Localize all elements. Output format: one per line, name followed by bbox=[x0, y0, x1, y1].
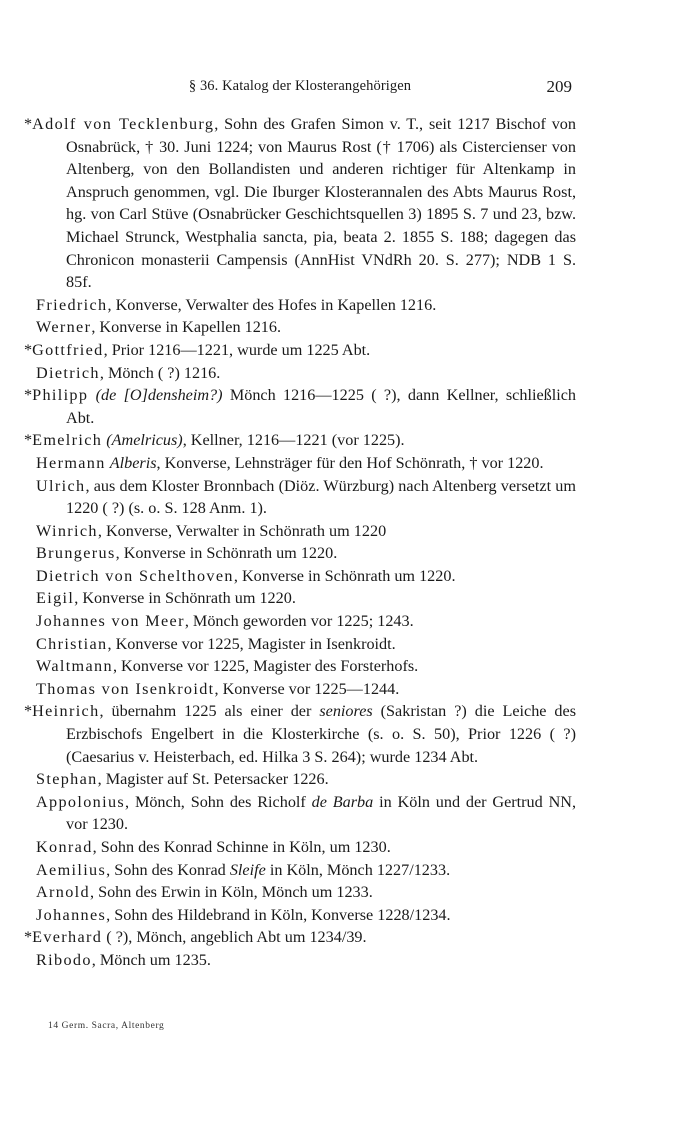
catalog-entry bbox=[24, 384, 576, 429]
italic-term: (de [O]densheim?) bbox=[95, 386, 223, 405]
running-title: § 36. Katalog der Klosterangehörigen bbox=[188, 78, 412, 94]
catalog-entry bbox=[24, 700, 576, 768]
catalog-entry bbox=[24, 678, 576, 701]
catalog-entry bbox=[24, 475, 576, 520]
catalog-entry bbox=[24, 316, 576, 339]
entry-text: , Magister auf St. Petersacker 1226. bbox=[97, 770, 329, 789]
person-name: Arnold bbox=[36, 883, 90, 902]
person-name: Ribodo bbox=[36, 950, 92, 969]
person-name: Konrad bbox=[36, 838, 93, 856]
italic-term: seniores bbox=[319, 702, 373, 721]
catalog-entry bbox=[24, 768, 576, 791]
page-number: 209 bbox=[546, 77, 572, 96]
abbot-asterisk: * bbox=[24, 340, 33, 359]
entry-text: ( ?), Mönch, angeblich Abt um 1234/39. bbox=[102, 928, 367, 947]
catalog-entry bbox=[24, 113, 576, 294]
entry-text: , Konverse in Kapellen 1216. bbox=[91, 318, 282, 337]
entry-text: , Sohn des Konrad Schinne in Köln, um 1230. bbox=[92, 838, 391, 856]
catalog-entry bbox=[24, 294, 576, 317]
catalog-entry bbox=[24, 949, 576, 972]
catalog-entry bbox=[24, 452, 576, 475]
entry-text: , Konverse in Schönrath um 1220. bbox=[74, 589, 296, 608]
person-name: Dietrich von Schelthoven bbox=[36, 566, 234, 585]
italic-term: Alberis bbox=[109, 453, 157, 472]
entry-text: , Konverse vor 1225, Magister in Isenkroidt. bbox=[107, 634, 396, 653]
person-name: Waltmann bbox=[36, 657, 113, 676]
running-head bbox=[0, 78, 700, 100]
printer-signature: 14 Germ. Sacra, Altenberg bbox=[48, 1021, 165, 1031]
entry-text: , Konverse, Verwalter in Schönrath um 1220 bbox=[97, 521, 387, 540]
catalog-entry bbox=[24, 791, 576, 836]
abbot-asterisk: * bbox=[24, 928, 33, 947]
catalog-entry bbox=[24, 362, 576, 385]
entry-text: , Prior 1216—1221, wurde um 1225 Abt. bbox=[103, 340, 371, 359]
entry-text: , Konverse in Schönrath um 1220. bbox=[233, 566, 456, 585]
abbot-asterisk: * bbox=[24, 431, 33, 450]
abbot-asterisk: * bbox=[24, 386, 33, 405]
person-name: Christian bbox=[36, 634, 108, 653]
entry-text: , Sohn des Hildebrand in Köln, Konverse 1228/1234. bbox=[106, 905, 451, 924]
entry-text: , Mönch ( ?) 1216. bbox=[99, 363, 221, 382]
entry-text: , Konverse, Lehnsträger für den Hof Schönrath, † vor 1220. bbox=[156, 453, 544, 472]
person-name: Dietrich bbox=[36, 363, 100, 382]
entry-text: , Konverse, Verwalter des Hofes in Kapellen 1216. bbox=[107, 295, 437, 314]
abbot-asterisk: * bbox=[24, 115, 33, 133]
person-name: Everhard bbox=[32, 928, 103, 947]
italic-term: de Barba bbox=[311, 792, 374, 811]
person-name: Johannes von Meer bbox=[36, 612, 185, 631]
person-name: Hermann bbox=[36, 453, 106, 472]
catalog-entry bbox=[24, 859, 576, 882]
catalog-entry bbox=[24, 926, 576, 949]
entry-text: , Sohn des Erwin in Köln, Mönch um 1233. bbox=[89, 883, 373, 902]
person-name: Heinrich bbox=[32, 702, 100, 721]
person-name: Ulrich bbox=[36, 476, 86, 495]
person-name: Aemilius bbox=[36, 860, 107, 879]
entry-text: , aus dem Kloster Bronnbach (Diöz. Würzburg) nach Altenberg versetzt um 1220 ( ?) (s. o. S. 128 Anm. 1). bbox=[66, 476, 576, 518]
entry-text: Mönch 1216—1225 ( ?), dann Kellner, schließlich Abt. bbox=[66, 386, 576, 427]
italic-term: (Amelricus) bbox=[106, 431, 183, 450]
abbot-asterisk: * bbox=[24, 702, 33, 721]
entry-text: , Mönch um 1235. bbox=[91, 950, 211, 969]
catalog-entry bbox=[24, 655, 576, 678]
person-name: Brungerus bbox=[36, 544, 116, 563]
entry-text-continued: in Köln, Mönch 1227/1233. bbox=[265, 860, 451, 879]
entry-text: , übernahm 1225 als einer der bbox=[99, 702, 312, 721]
catalog-entry bbox=[24, 429, 576, 452]
catalog-entry bbox=[24, 587, 576, 610]
entry-text: , Mönch geworden vor 1225; 1243. bbox=[184, 612, 414, 631]
catalog-entry bbox=[24, 836, 576, 859]
catalog-entry bbox=[24, 542, 576, 565]
catalog-entry bbox=[24, 904, 576, 927]
person-name: Eigil bbox=[36, 589, 75, 608]
person-name: Winrich bbox=[36, 521, 98, 540]
person-name: Adolf von Tecklenburg bbox=[32, 115, 215, 133]
person-name: Emelrich bbox=[32, 431, 103, 450]
person-name: Gottfried bbox=[32, 340, 104, 359]
entry-text: , Konverse vor 1225, Magister des Forsterhofs. bbox=[112, 657, 419, 676]
catalog-entry bbox=[24, 633, 576, 656]
entry-text: , Sohn des Konrad bbox=[106, 860, 226, 879]
entry-text: , Konverse vor 1225—1244. bbox=[214, 679, 400, 698]
person-name: Appolonius bbox=[36, 792, 126, 811]
entry-text-continued: in Köln und der Gertrud NN, vor 1230. bbox=[66, 792, 577, 834]
person-name: Philipp bbox=[32, 386, 89, 405]
entry-text: , Sohn des Grafen Simon v. T., seit 1217 Bischof von Osnabrück, † 30. Juni 1224; von Maurus Rost († 1706) als Cistercienser von Altenberg, von den Bollandisten und anderen richtiger für Altenkamp in Anspruch genommen, vgl. Die Iburger Klosterannalen des Abts Maurus Rost, hg. von Carl Stüve (Osnabrücker Geschichtsquellen 3) 1895 S. 7 und 23, bzw. Michael Strunck, Westphalia sancta, pia, beata 2. 1855 S. 188; dagegen das Chronicon monasterii Campensis (AnnHist VNdRh 20. S. 277); NDB 1 S. 85f. bbox=[66, 115, 576, 292]
catalog-entries bbox=[24, 113, 576, 972]
catalog-entry bbox=[24, 520, 576, 543]
catalog-entry bbox=[24, 610, 576, 633]
entry-text: , Mönch, Sohn des Richolf bbox=[125, 792, 306, 811]
entry-text: , Konverse in Schönrath um 1220. bbox=[115, 544, 338, 563]
person-name: Stephan bbox=[36, 770, 98, 789]
person-name: Friedrich bbox=[36, 295, 108, 314]
person-name: Werner bbox=[36, 318, 92, 337]
person-name: Johannes bbox=[36, 905, 107, 924]
catalog-entry bbox=[24, 339, 576, 362]
entry-text-continued: (Sakristan ?) die Leiche des Erzbischofs Engelbert in die Klosterkirche (s. o. S. 50), Prior 1226 ( ?) (Caesarius v. Heisterbach, ed. Hilka 3 S. 264); wurde 1234 Abt. bbox=[66, 702, 577, 766]
catalog-entry bbox=[24, 565, 576, 588]
entry-text: , Kellner, 1216—1221 (vor 1225). bbox=[182, 431, 405, 450]
catalog-entry bbox=[24, 881, 576, 904]
italic-term: Sleife bbox=[229, 860, 266, 879]
person-name: Thomas von Isenkroidt bbox=[36, 679, 215, 698]
